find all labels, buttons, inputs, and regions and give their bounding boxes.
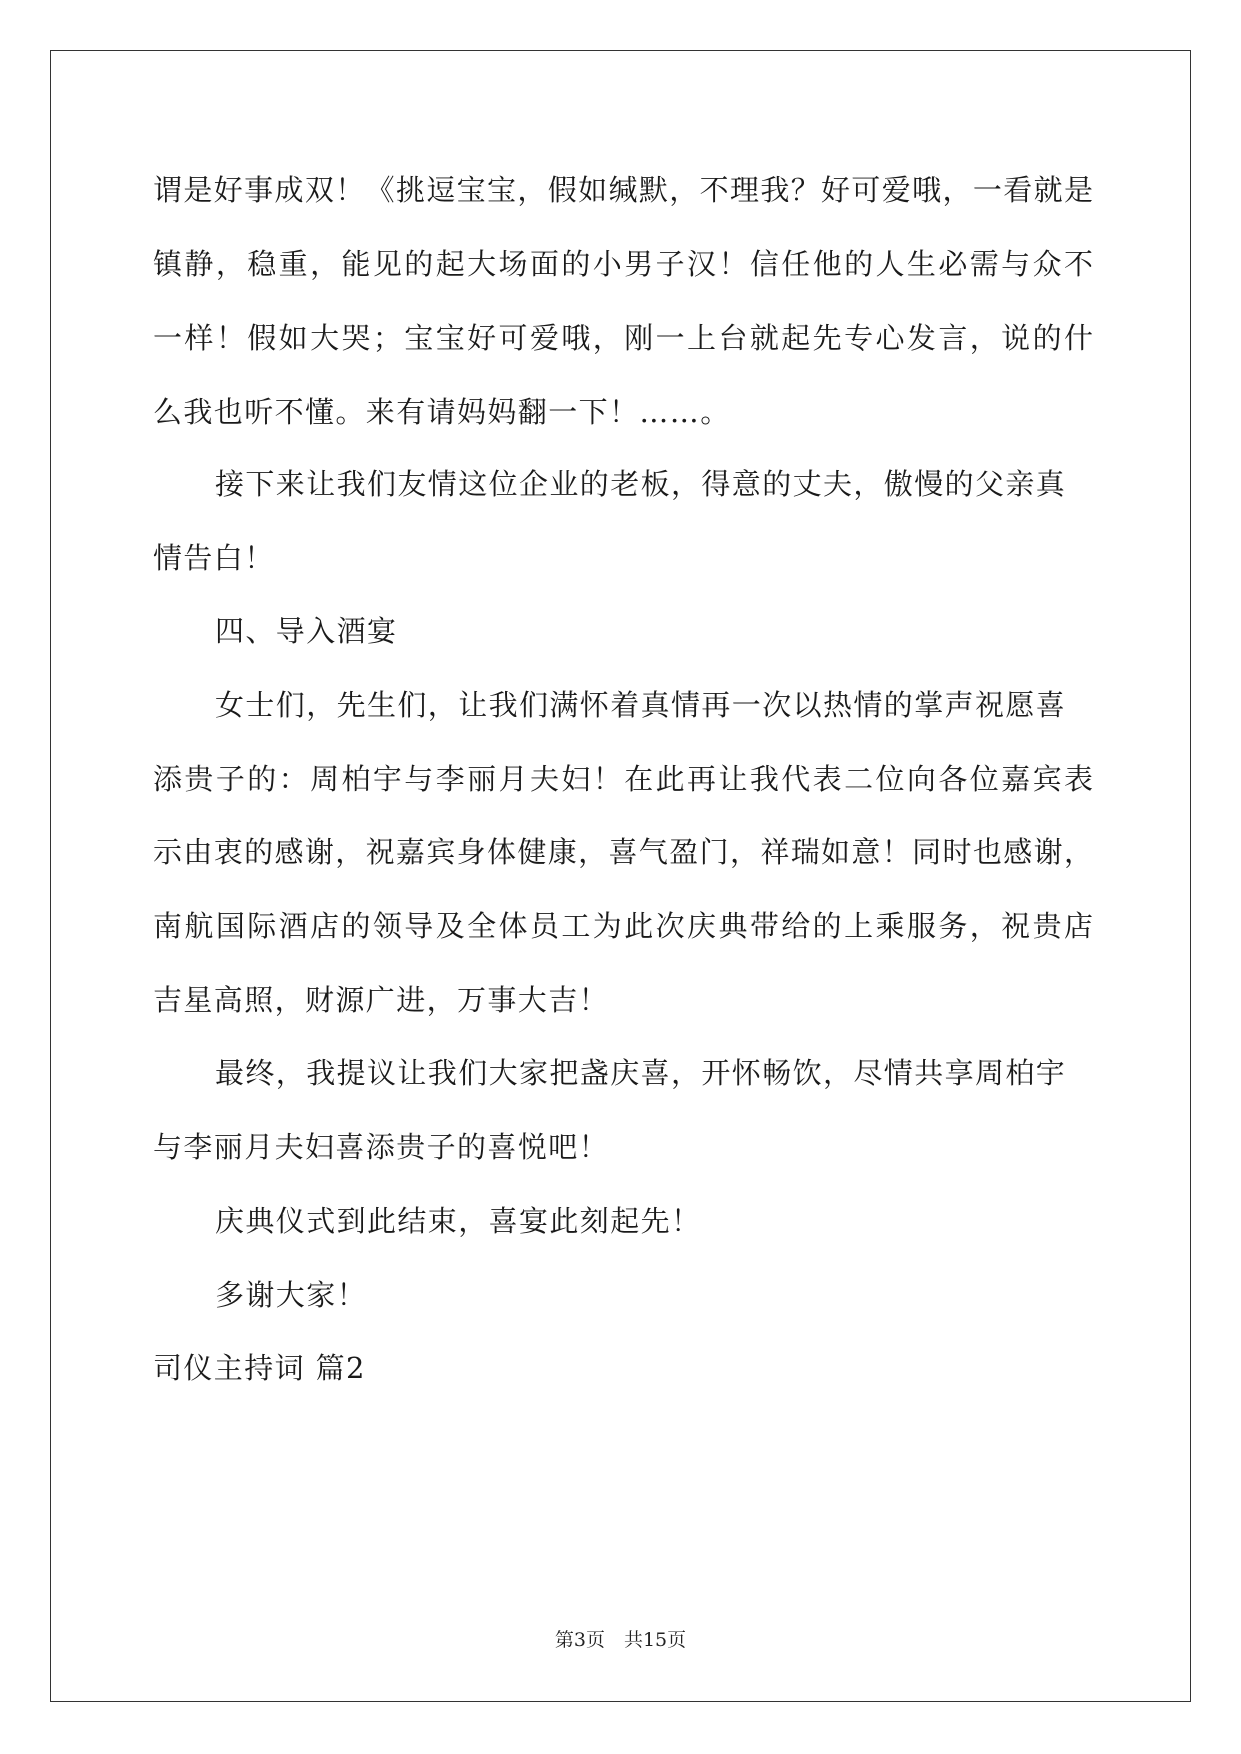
text-line: 添贵子的：周柏宇与李丽月夫妇！在此再让我代表二位向各位嘉宾表: [153, 762, 1093, 796]
text-line: 镇静，稳重，能见的起大场面的小男子汉！信任他的人生必需与众不: [153, 247, 1093, 281]
closing-line: 庆典仪式到此结束，喜宴此刻起先！: [215, 1204, 702, 1238]
section-heading: 四、导入酒宴: [215, 614, 398, 648]
thanks-line: 多谢大家！: [215, 1278, 368, 1312]
text-line: 最终，我提议让我们大家把盏庆喜，开怀畅饮，尽情共享周柏宇: [215, 1056, 1067, 1090]
text-line: 谓是好事成双！《挑逗宝宝，假如缄默，不理我？好可爱哦，一看就是: [153, 173, 1093, 207]
text-line: 女士们，先生们，让我们满怀着真情再一次以热情的掌声祝愿喜: [215, 688, 1067, 722]
text-line: 与李丽月夫妇喜添贵子的喜悦吧！: [153, 1130, 610, 1164]
page-border: [50, 50, 1191, 1702]
text-line: 示由衷的感谢，祝嘉宾身体健康，喜气盈门，祥瑞如意！同时也感谢，: [153, 835, 1093, 869]
section-title: 司仪主持词 篇2: [153, 1351, 366, 1385]
page-number: 第3页 共15页: [554, 1629, 687, 1651]
text-line: 吉星高照，财源广进，万事大吉！: [153, 983, 610, 1017]
text-line: 么我也听不懂。来有请妈妈翻一下！……。: [153, 395, 731, 429]
text-line: 南航国际酒店的领导及全体员工为此次庆典带给的上乘服务，祝贵店: [153, 909, 1093, 943]
text-line: 接下来让我们友情这位企业的老板，得意的丈夫，傲慢的父亲真: [215, 467, 1067, 501]
text-line: 情告白！: [153, 541, 275, 575]
text-line: 一样！假如大哭；宝宝好可爱哦，刚一上台就起先专心发言，说的什: [153, 321, 1093, 355]
